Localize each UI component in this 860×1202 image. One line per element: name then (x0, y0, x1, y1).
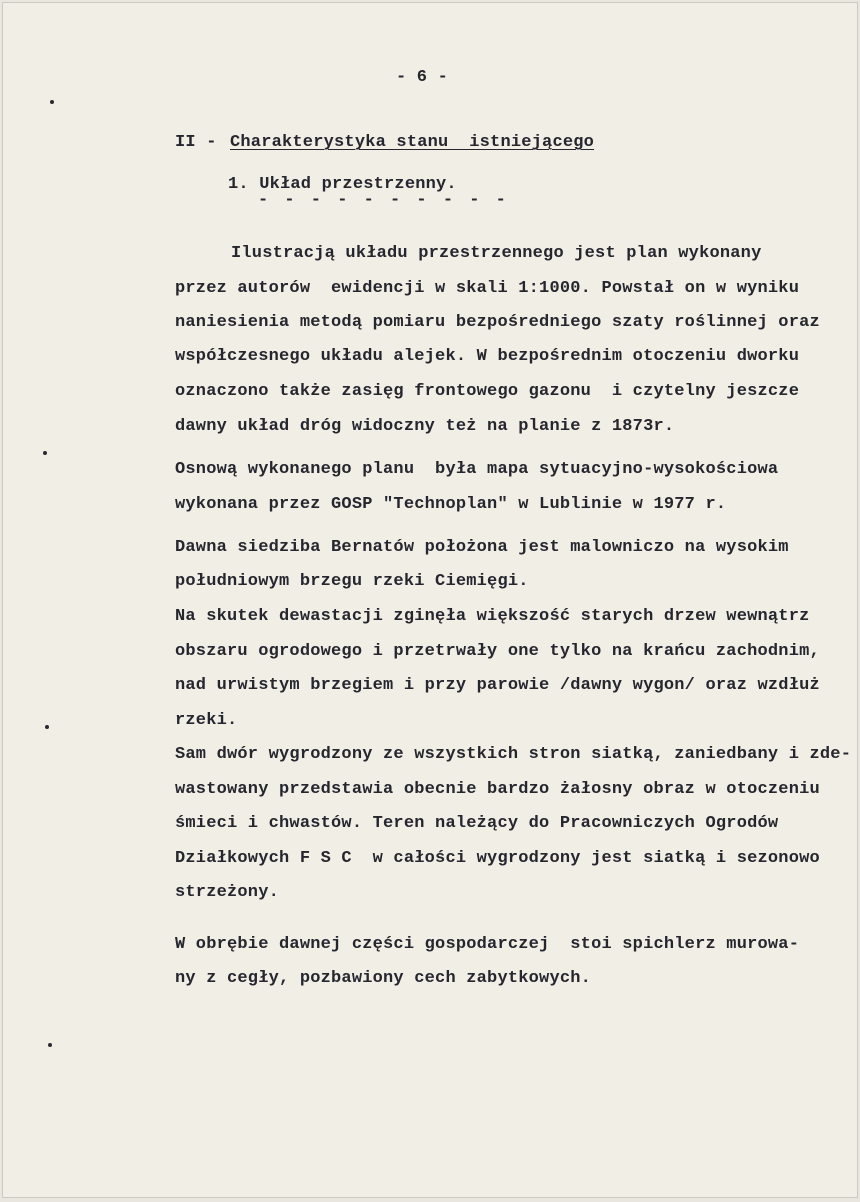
text-line: Na skutek dewastacji zginęła większość starych drzew wewnątrz (175, 607, 810, 626)
text-line: Sam dwór wygrodzony ze wszystkich stron siatką, zaniedbany i zde- (175, 745, 852, 764)
ink-mark (50, 100, 54, 104)
text-line: wastowany przedstawia obecnie bardzo żałosny obraz w otoczeniu (175, 780, 820, 799)
text-line: rzeki. (175, 711, 238, 730)
subsection-underline: - - - - - - - - - - (258, 191, 509, 210)
text-line: naniesienia metodą pomiaru bezpośredniego szaty roślinnej oraz (175, 313, 820, 332)
text-line: południowym brzegu rzeki Ciemięgi. (175, 572, 529, 591)
text-line: Działkowych F S C w całości wygrodzony jest siatką i sezonowo (175, 849, 820, 868)
text-line: oznaczono także zasięg frontowego gazonu i czytelny jeszcze (175, 382, 800, 401)
section-title: Charakterystyka stanu istniejącego (230, 133, 595, 152)
text-line: W obrębie dawnej części gospodarczej stoi spichlerz murowa- (175, 935, 800, 954)
text-line: Osnową wykonanego planu była mapa sytuacyjno-wysokościowa (175, 460, 779, 479)
ink-mark (48, 1043, 52, 1047)
text-line: Ilustracją układu przestrzennego jest plan wykonany (231, 244, 762, 263)
text-line: strzeżony. (175, 883, 280, 902)
page-number: - 6 - (396, 68, 449, 87)
text-line: ny z cegły, pozbawiony cech zabytkowych. (175, 969, 592, 988)
ink-mark (45, 725, 49, 729)
text-line: dawny układ dróg widoczny też na planie z 1873r. (175, 417, 675, 436)
text-line: wykonana przez GOSP "Technoplan" w Lublinie w 1977 r. (175, 495, 727, 514)
text-line: śmieci i chwastów. Teren należący do Pracowniczych Ogrodów (175, 814, 779, 833)
text-line: obszaru ogrodowego i przetrwały one tylko na krańcu zachodnim, (175, 642, 820, 661)
document-page (2, 2, 858, 1198)
text-line: współczesnego układu alejek. W bezpośrednim otoczeniu dworku (175, 347, 800, 366)
text-line: nad urwistym brzegiem i przy parowie /dawny wygon/ oraz wzdłuż (175, 676, 820, 695)
section-number: II - (175, 133, 217, 152)
text-line: Dawna siedziba Bernatów położona jest malowniczo na wysokim (175, 538, 789, 557)
ink-mark (43, 451, 47, 455)
subsection-title: 1. Układ przestrzenny. (228, 175, 457, 194)
text-line: przez autorów ewidencji w skali 1:1000. Powstał on w wyniku (175, 279, 800, 298)
